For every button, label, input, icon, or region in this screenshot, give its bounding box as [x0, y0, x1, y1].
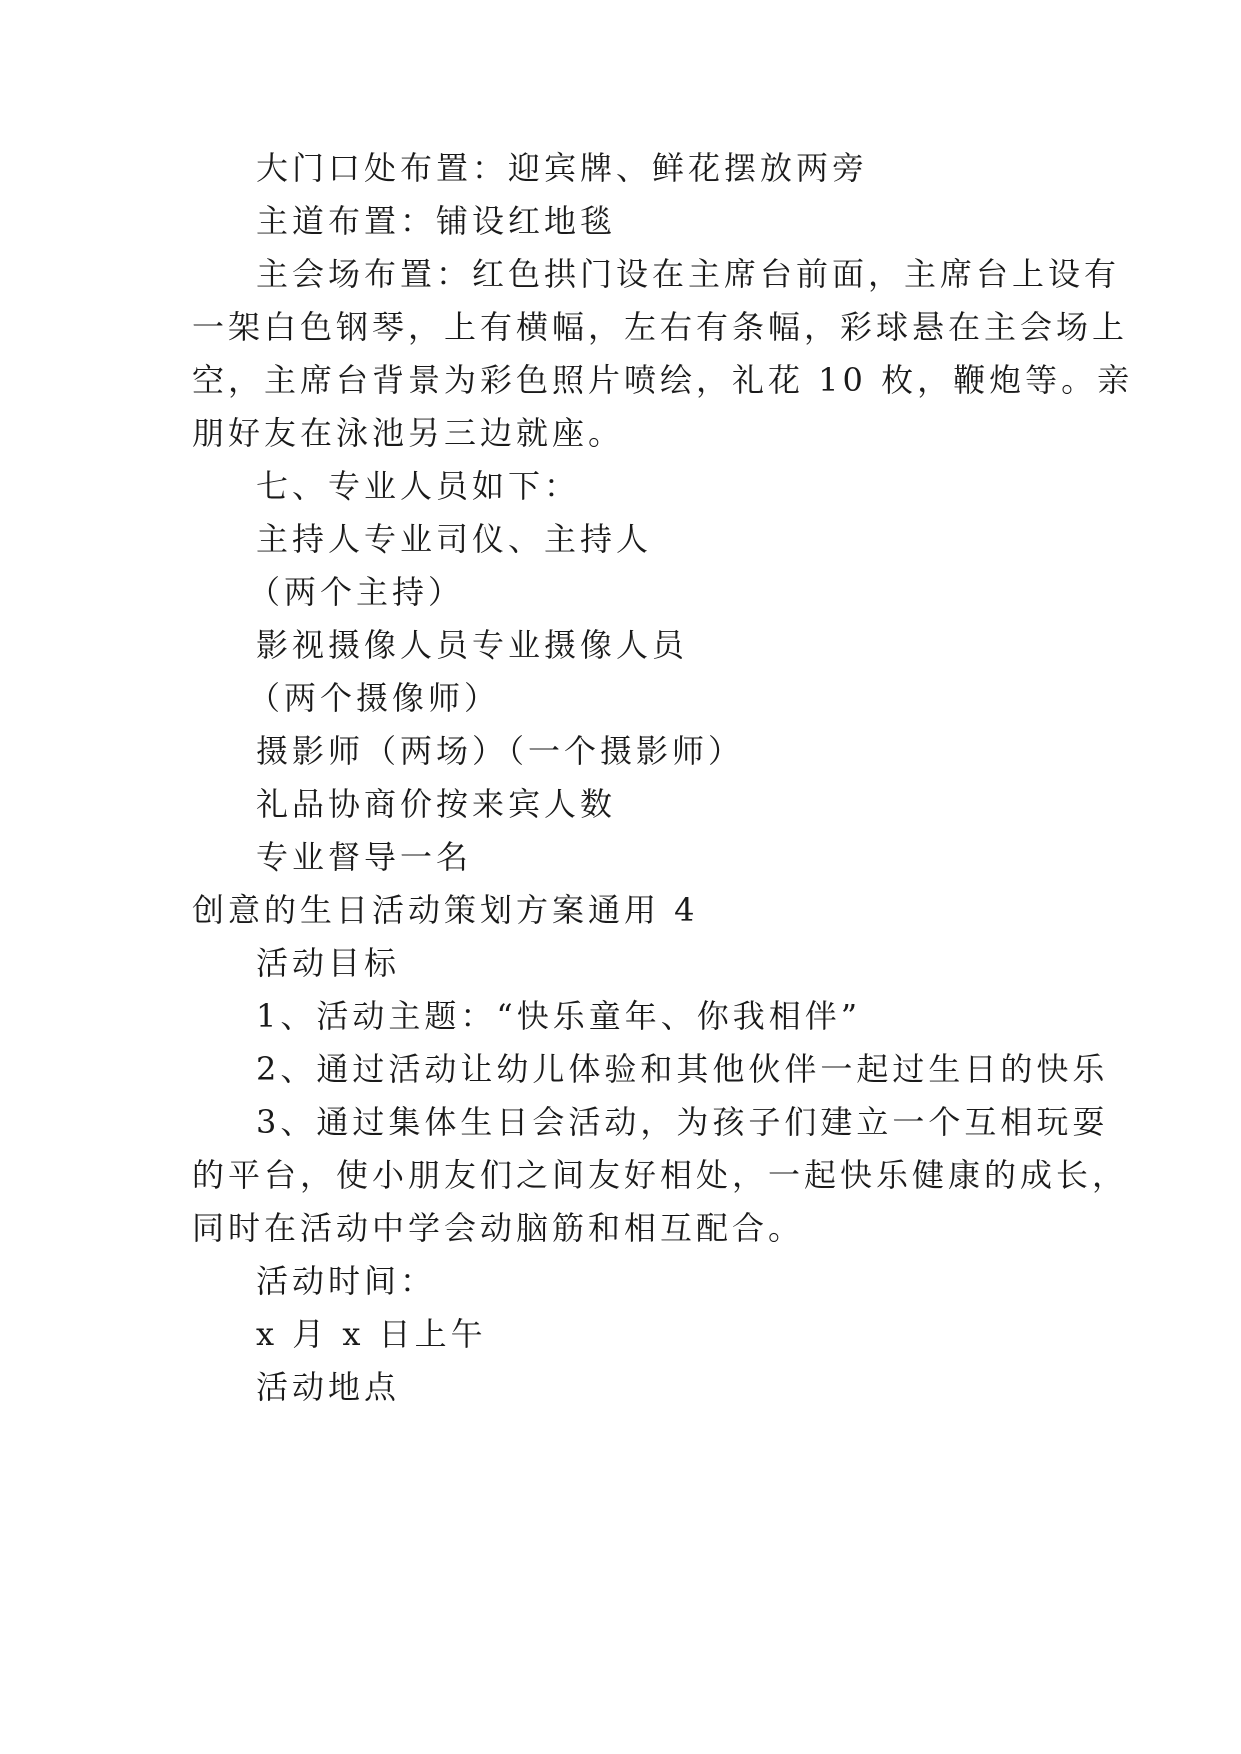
staff-video-line: 影视摄像人员专业摄像人员	[256, 626, 689, 664]
gift-line: 礼品协商价按来宾人数	[256, 785, 617, 823]
time-heading: 活动时间：	[256, 1262, 437, 1300]
main-venue-line-1: 主会场布置：红色拱门设在主席台前面，主席台上设有	[256, 255, 1121, 293]
section-heading-staff: 七、专业人员如下：	[256, 467, 581, 505]
time-value: x 月 x 日上午	[256, 1315, 487, 1353]
main-path-line: 主道布置：铺设红地毯	[256, 202, 617, 240]
staff-photographer-line: 摄影师（两场）（一个摄影师）	[256, 732, 745, 770]
goal-item-2: 2、通过活动让幼儿体验和其他伙伴一起过生日的快乐	[256, 1050, 1109, 1088]
goal-item-1: 1、活动主题：“快乐童年、你我相伴”	[256, 997, 862, 1035]
staff-host-line: 主持人专业司仪、主持人	[256, 520, 653, 558]
main-venue-line-3: 空，主席台背景为彩色照片喷绘，礼花 10 枚，鞭炮等。亲	[192, 361, 1134, 399]
goals-heading: 活动目标	[256, 944, 401, 982]
location-heading: 活动地点	[256, 1368, 401, 1406]
entrance-layout-line: 大门口处布置：迎宾牌、鲜花摆放两旁	[256, 149, 869, 187]
staff-host-count: （两个主持）	[248, 573, 465, 611]
goal-item-3-line-1: 3、通过集体生日会活动，为孩子们建立一个互相玩耍	[256, 1103, 1109, 1141]
section-title: 创意的生日活动策划方案通用 4	[192, 891, 699, 929]
main-venue-line-2: 一架白色钢琴，上有横幅，左右有条幅，彩球悬在主会场上	[192, 308, 1129, 346]
supervisor-line: 专业督导一名	[256, 838, 473, 876]
main-venue-line-4: 朋好友在泳池另三边就座。	[192, 414, 625, 452]
goal-item-3-line-2: 的平台，使小朋友们之间友好相处，一起快乐健康的成长，	[192, 1156, 1129, 1194]
staff-video-count: （两个摄像师）	[248, 679, 501, 717]
goal-item-3-line-3: 同时在活动中学会动脑筋和相互配合。	[192, 1209, 805, 1247]
